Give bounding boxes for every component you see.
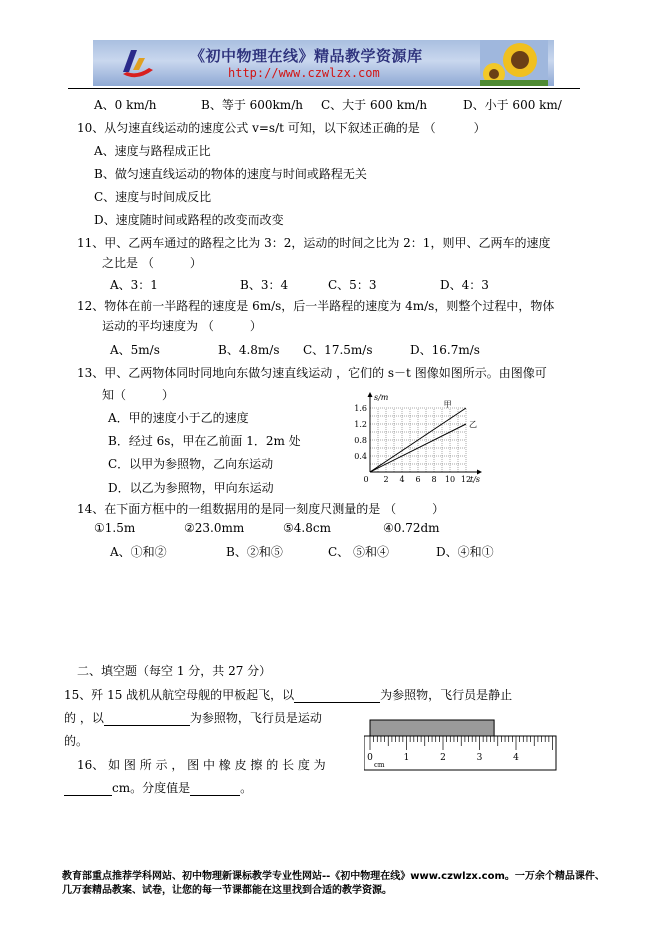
x-tick-label: 0 (363, 475, 369, 484)
q14-item-1: ①1.5m (94, 521, 136, 535)
q14-option-d: D、④和① (436, 545, 494, 559)
q12-option-c: C、17.5m/s (303, 343, 373, 357)
q13-option-a: A．甲的速度小于乙的速度 (108, 411, 249, 425)
y-tick-label: 0.8 (354, 436, 367, 445)
q12-option-a: A、5m/s (110, 343, 160, 357)
x-tick-label: 2 (383, 475, 389, 484)
logo-icon (119, 48, 155, 82)
y-tick-label: 0.4 (354, 452, 367, 461)
ruler-label: 0 (367, 753, 373, 763)
q15-line1: 15、歼 15 战机从航空母舰的甲板起飞，以 为参照物，飞行员是静止 (64, 688, 513, 702)
header-banner (93, 40, 554, 86)
q11-option-b: B、3：4 (240, 278, 289, 292)
q13-line2: 知（ ） (102, 388, 175, 402)
q13-option-b: B．经过 6s，甲在乙前面 1．2m 处 (108, 434, 301, 448)
ruler-label: 2 (440, 753, 446, 763)
sunflower-icon (480, 40, 548, 86)
ruler-figure (364, 718, 558, 774)
footer-line1: 教育部重点推荐学科网站、初中物理新课标教学专业性网站--《初中物理在线》www.czwlzx.com。一万余个精品课件、 (62, 871, 605, 882)
q11-line1: 11、甲、乙两车通过的路程之比为 3：2，运动的时间之比为 2：1，则甲、乙两车的速度 (77, 236, 551, 250)
q10-option-a: A、速度与路程成正比 (94, 144, 211, 158)
x-tick-label: 10 (444, 475, 456, 484)
header-rule (68, 88, 580, 89)
y-tick-label: 1.2 (354, 420, 367, 429)
q15-blank-1[interactable] (294, 690, 380, 703)
series-label-yi: 乙 (469, 420, 477, 429)
x-tick-label: 8 (431, 475, 437, 484)
ruler-label: 4 (513, 753, 519, 763)
q14-option-a: A、①和② (110, 545, 167, 559)
y-axis-label: s/m (374, 393, 389, 402)
q15-line2: 的 ，以 为参照物，飞行员是运动 (64, 711, 322, 725)
q14-item-2: ②23.0mm (184, 521, 245, 535)
q12-option-b: B、4.8m/s (218, 343, 280, 357)
q10-option-c: C、速度与时间成反比 (94, 190, 212, 204)
q16-line1: 16、 如 图 所 示 ， 图 中 橡 皮 擦 的 长 度 为 (77, 758, 326, 772)
q12-option-d: D、16.7m/s (410, 343, 480, 357)
q14-option-b: B、②和⑤ (226, 545, 283, 559)
q10-stem: 10、从匀速直线运动的速度公式 v=s/t 可知，以下叙述正确的是 （ ） (77, 121, 486, 135)
x-axis-label: t/s (470, 475, 481, 484)
y-tick-label: 1.6 (354, 404, 367, 413)
ruler-label: 1 (403, 753, 410, 763)
q16-blank-1[interactable] (64, 783, 112, 796)
q14-stem: 14、在下面方框中的一组数据用的是同一刻度尺测量的是 （ ） (77, 502, 445, 516)
q14-option-c: C、 ⑤和④ (328, 545, 389, 559)
ruler-body (364, 720, 556, 770)
q14-item-4: ④0.72dm (383, 521, 440, 535)
q15-blank-2[interactable] (104, 713, 190, 726)
q10-option-d: D、速度随时间或路程的改变而改变 (94, 213, 284, 227)
q11-option-a: A、3：1 (110, 278, 158, 292)
ruler-label: 3 (476, 753, 483, 763)
section2-heading: 二、填空题（每空 1 分，共 27 分） (77, 664, 272, 678)
x-tick-label: 6 (415, 475, 421, 484)
banner-url[interactable]: http://www.czwlzx.com (228, 66, 380, 80)
q12-line1: 12、物体在前一半路程的速度是 6m/s，后一半路程的速度为 4m/s，则整个过程中，物体 (77, 299, 555, 313)
q16-blank-2[interactable] (190, 783, 240, 796)
q9-option-b: B、等于 600km/h (201, 98, 303, 112)
q11-option-c: C、5：3 (328, 278, 377, 292)
q10-option-b: B、做匀速直线运动的物体的速度与时间或路程无关 (94, 167, 367, 181)
q14-item-3: ⑤4.8cm (283, 521, 331, 535)
q16-line2: cm。分度值是 。 (64, 779, 252, 796)
eraser (370, 720, 494, 736)
x-tick-label: 12 (460, 475, 472, 484)
q13-option-c: C．以甲为参照物，乙向东运动 (108, 457, 274, 471)
series-label-jia: 甲 (443, 400, 452, 410)
q9-option-c: C、大于 600 km/h (321, 98, 428, 112)
q15-line3: 的。 (64, 734, 89, 748)
y-axis-arrow (368, 392, 373, 397)
q13-option-d: D．以乙为参照物，甲向东运动 (108, 481, 274, 495)
x-axis-arrow (477, 470, 482, 475)
q11-option-d: D、4：3 (440, 278, 489, 292)
banner-title: 《初中物理在线》精品教学资源库 (190, 47, 423, 65)
q11-line2: 之比是 （ ） (102, 256, 202, 270)
st-graph (348, 392, 488, 492)
q9-option-a: A、0 km/h (94, 98, 157, 112)
q9-option-d: D、小于 600 km/ (463, 98, 562, 112)
ruler-unit: cm (374, 761, 385, 769)
x-tick-label: 4 (399, 475, 405, 484)
footer-line2: 几万套精品教案、试卷，让您的每一节课都能在这里找到合适的教学资源。 (62, 885, 392, 896)
q13-line1: 13、甲、乙两物体同时同地向东做匀速直线运动 ，它们的 s－t 图像如图所示。由图像可 (77, 366, 547, 380)
q12-line2: 运动的平均速度为 （ ） (102, 319, 262, 333)
